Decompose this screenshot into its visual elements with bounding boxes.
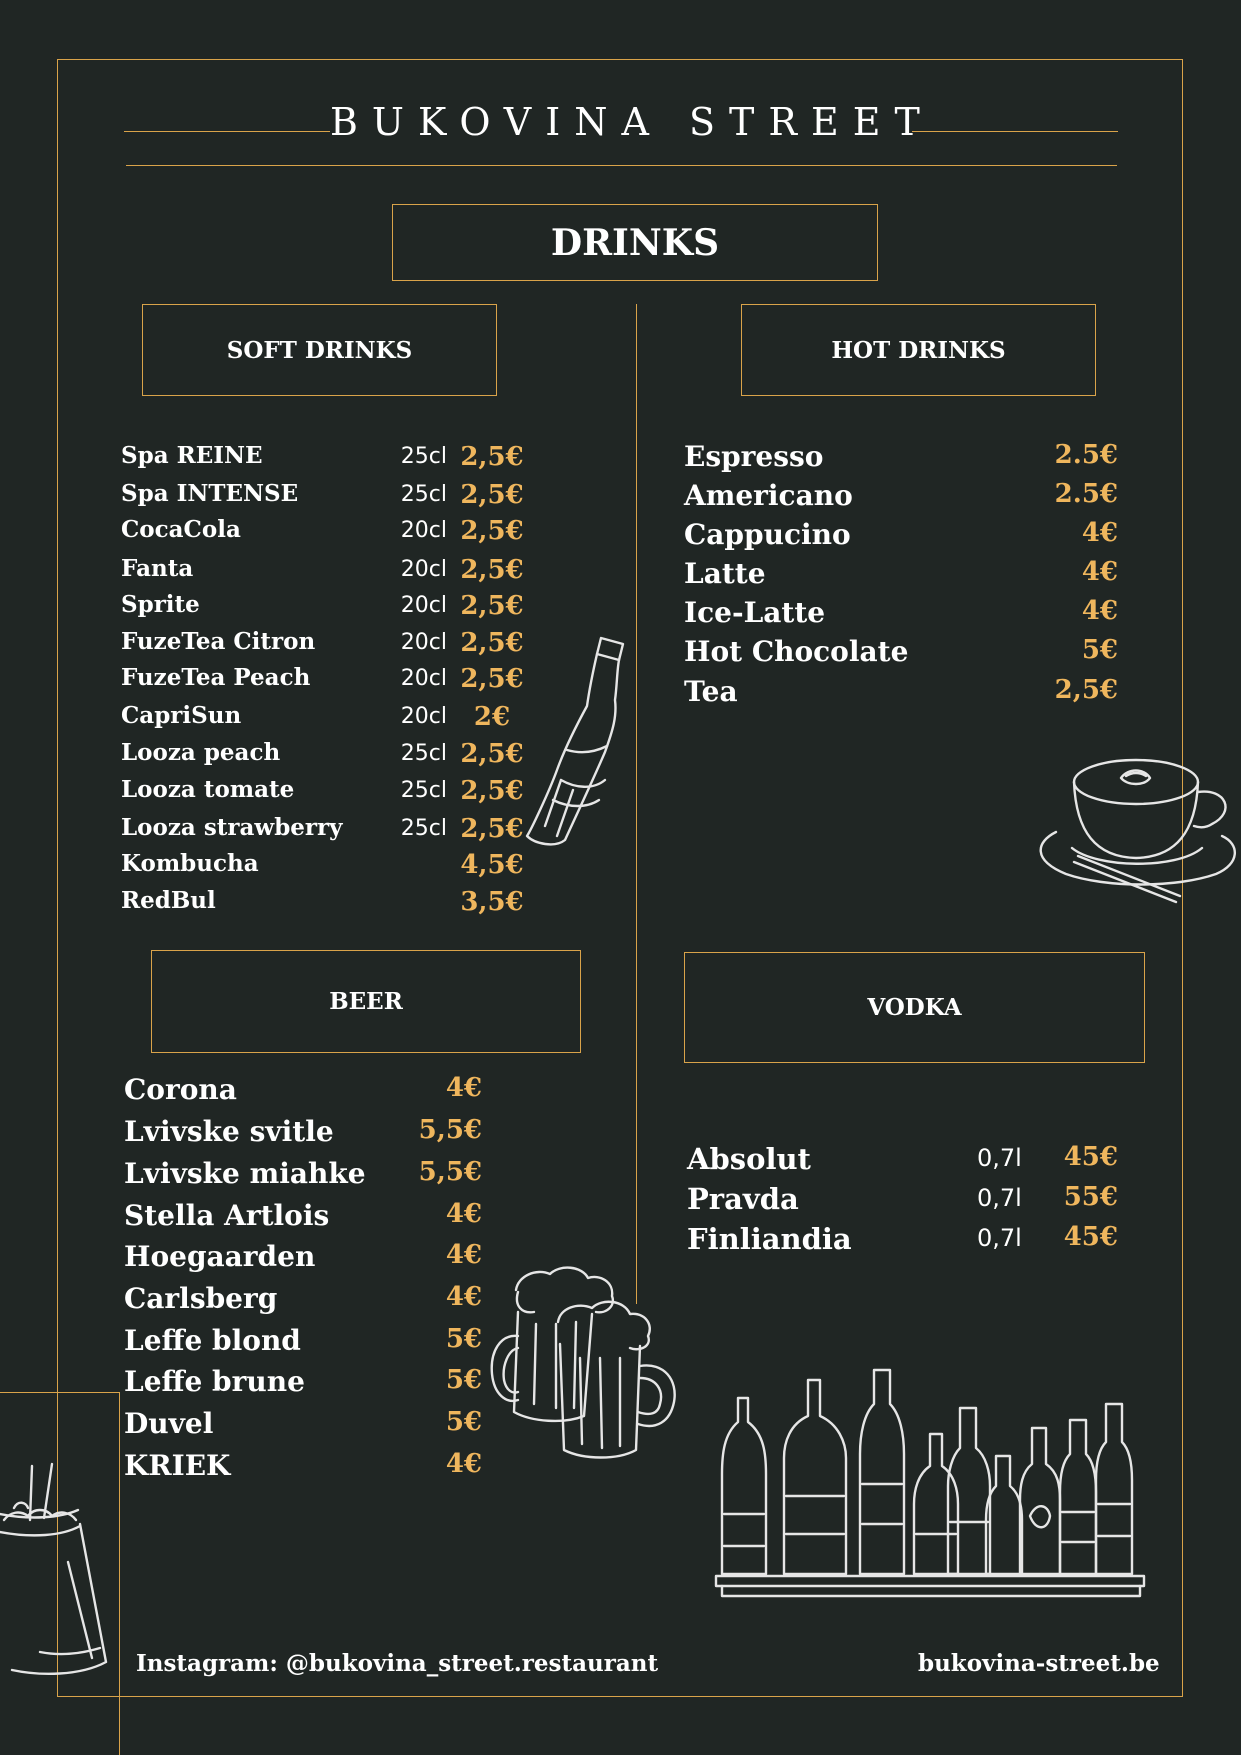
- soda-bottle-icon: [505, 630, 635, 850]
- item-volume: 0,7l: [977, 1144, 1022, 1172]
- item-price: 2,5€: [460, 628, 524, 658]
- list-item: [124, 1365, 482, 1401]
- item-name: Ice-Latte: [684, 596, 826, 629]
- item-name: Carlsberg: [124, 1282, 278, 1315]
- list-item: [684, 440, 1118, 476]
- item-volume: 0,7l: [977, 1224, 1022, 1252]
- cocktail-glass-icon: [0, 1462, 120, 1682]
- item-price: 2,5€: [1054, 675, 1118, 705]
- item-volume: 20cl: [400, 630, 447, 655]
- item-price: 5,5€: [418, 1115, 482, 1145]
- list-item: [124, 1157, 482, 1193]
- item-name: Americano: [684, 479, 853, 512]
- item-price: 2,5€: [460, 776, 524, 806]
- item-volume: 20cl: [400, 593, 447, 618]
- list-item: [121, 739, 541, 775]
- item-volume: 25cl: [400, 444, 447, 469]
- page-title: [392, 204, 878, 281]
- vodka-heading-text: VODKA: [867, 994, 962, 1021]
- list-item: [121, 887, 541, 923]
- list-item: [121, 480, 541, 516]
- item-price: 5€: [445, 1324, 482, 1354]
- item-volume: 20cl: [400, 666, 447, 691]
- item-name: Stella Artlois: [124, 1199, 330, 1232]
- item-price: 2,5€: [460, 739, 524, 769]
- item-price: 4€: [1081, 557, 1118, 587]
- list-item: [121, 628, 541, 664]
- list-item: [124, 1240, 482, 1276]
- item-price: 2€: [473, 702, 511, 732]
- item-price: 55€: [1063, 1182, 1118, 1212]
- list-item: [121, 814, 541, 850]
- item-price: 5€: [1081, 635, 1118, 665]
- item-name: Leffe blond: [124, 1324, 301, 1357]
- item-name: KRIEK: [124, 1449, 231, 1482]
- item-name: FuzeTea Peach: [121, 664, 311, 691]
- page-title-text: DRINKS: [550, 221, 720, 264]
- brand-name: BUKOVINA STREET: [330, 100, 934, 144]
- list-item: [121, 516, 541, 552]
- item-name: Absolut: [687, 1142, 811, 1176]
- list-item: [684, 479, 1118, 515]
- list-item: [684, 557, 1118, 593]
- item-name: Finliandia: [687, 1222, 852, 1256]
- item-volume: 25cl: [400, 741, 447, 766]
- list-item: [684, 596, 1118, 632]
- item-price: 4€: [1081, 518, 1118, 548]
- item-price: 2.5€: [1054, 440, 1118, 470]
- item-name: Corona: [124, 1073, 237, 1106]
- item-price: 5,5€: [418, 1157, 482, 1187]
- item-name: Looza tomate: [121, 776, 295, 803]
- item-name: Leffe brune: [124, 1365, 305, 1398]
- item-price: 2,5€: [460, 555, 524, 585]
- item-price: 45€: [1063, 1222, 1118, 1252]
- list-item: [121, 702, 541, 738]
- corner-line-top: [0, 1392, 120, 1393]
- item-volume: 20cl: [400, 518, 447, 543]
- item-name: Kombucha: [121, 850, 259, 877]
- coffee-cup-icon: [1026, 752, 1241, 912]
- vodka-list: [687, 1142, 1118, 1272]
- list-item: [124, 1324, 482, 1360]
- hot-drinks-list: [684, 440, 1118, 710]
- item-name: Tea: [684, 675, 738, 708]
- brand-rule-left: [124, 131, 330, 132]
- item-price: 4€: [445, 1199, 482, 1229]
- item-name: Latte: [684, 557, 766, 590]
- item-price: 4€: [445, 1240, 482, 1270]
- item-name: Spa REINE: [121, 442, 263, 469]
- list-item: [124, 1282, 482, 1318]
- list-item: [121, 555, 541, 591]
- list-item: [124, 1115, 482, 1151]
- item-price: 2.5€: [1054, 479, 1118, 509]
- instagram-handle[interactable]: Instagram: @bukovina_street.restaurant: [136, 1650, 659, 1677]
- item-name: Pravda: [687, 1182, 799, 1216]
- list-item: [121, 442, 541, 478]
- list-item: [687, 1182, 1118, 1218]
- item-price: 4€: [1081, 596, 1118, 626]
- website-link[interactable]: bukovina-street.be: [918, 1650, 1160, 1677]
- item-price: 4€: [445, 1449, 482, 1479]
- item-name: Hoegaarden: [124, 1240, 316, 1273]
- item-name: Fanta: [121, 555, 194, 582]
- item-name: FuzeTea Citron: [121, 628, 316, 655]
- item-name: Sprite: [121, 591, 200, 618]
- item-volume: 25cl: [400, 482, 447, 507]
- list-item: [124, 1449, 482, 1485]
- list-item: [124, 1407, 482, 1443]
- item-price: 2,5€: [460, 442, 524, 472]
- item-volume: 25cl: [400, 816, 447, 841]
- soft-drinks-heading-text: SOFT DRINKS: [226, 336, 413, 364]
- list-item: [687, 1222, 1118, 1258]
- beer-heading-text: BEER: [329, 988, 403, 1015]
- item-price: 5€: [445, 1365, 482, 1395]
- list-item: [684, 675, 1118, 711]
- item-volume: 25cl: [400, 778, 447, 803]
- column-divider: [636, 304, 637, 1304]
- bottles-shelf-icon: [714, 1364, 1146, 1608]
- item-price: 3,5€: [460, 887, 524, 917]
- item-price: 2,5€: [460, 516, 524, 546]
- item-price: 2,5€: [460, 814, 524, 844]
- list-item: [121, 664, 541, 700]
- item-name: Cappucino: [684, 518, 851, 551]
- item-name: Duvel: [124, 1407, 214, 1440]
- item-name: Looza peach: [121, 739, 281, 766]
- list-item: [121, 850, 541, 886]
- list-item: [124, 1073, 482, 1109]
- soft-drinks-heading: [142, 304, 497, 396]
- item-price: 2,5€: [460, 591, 524, 621]
- vodka-heading: [684, 952, 1145, 1063]
- soft-drinks-list: [121, 442, 541, 922]
- beer-list: [124, 1073, 482, 1493]
- hot-drinks-heading: [741, 304, 1096, 396]
- hot-drinks-heading-text: HOT DRINKS: [831, 336, 1006, 364]
- item-price: 45€: [1063, 1142, 1118, 1172]
- item-name: CapriSun: [121, 702, 242, 729]
- beer-heading: [151, 950, 581, 1053]
- item-price: 4€: [445, 1073, 482, 1103]
- brand-rule-bottom: [126, 165, 1117, 166]
- item-price: 2,5€: [460, 480, 524, 510]
- item-price: 2,5€: [460, 664, 524, 694]
- item-volume: 20cl: [400, 704, 447, 729]
- item-name: Hot Chocolate: [684, 635, 909, 668]
- list-item: [121, 591, 541, 627]
- item-name: Looza strawberry: [121, 814, 343, 841]
- item-price: 4€: [445, 1282, 482, 1312]
- item-price: 5€: [445, 1407, 482, 1437]
- item-name: Lvivske miahke: [124, 1157, 366, 1190]
- item-price: 4,5€: [460, 850, 524, 880]
- item-name: CocaCola: [121, 516, 241, 543]
- item-volume: 0,7l: [977, 1184, 1022, 1212]
- item-volume: 20cl: [400, 557, 447, 582]
- list-item: [684, 518, 1118, 554]
- item-name: RedBul: [121, 887, 216, 914]
- item-name: Lvivske svitle: [124, 1115, 334, 1148]
- item-name: Spa INTENSE: [121, 480, 299, 507]
- list-item: [687, 1142, 1118, 1178]
- brand-rule-right: [912, 131, 1118, 132]
- item-name: Espresso: [684, 440, 824, 473]
- beer-mugs-icon: [488, 1262, 688, 1472]
- list-item: [124, 1199, 482, 1235]
- list-item: [684, 635, 1118, 671]
- list-item: [121, 776, 541, 812]
